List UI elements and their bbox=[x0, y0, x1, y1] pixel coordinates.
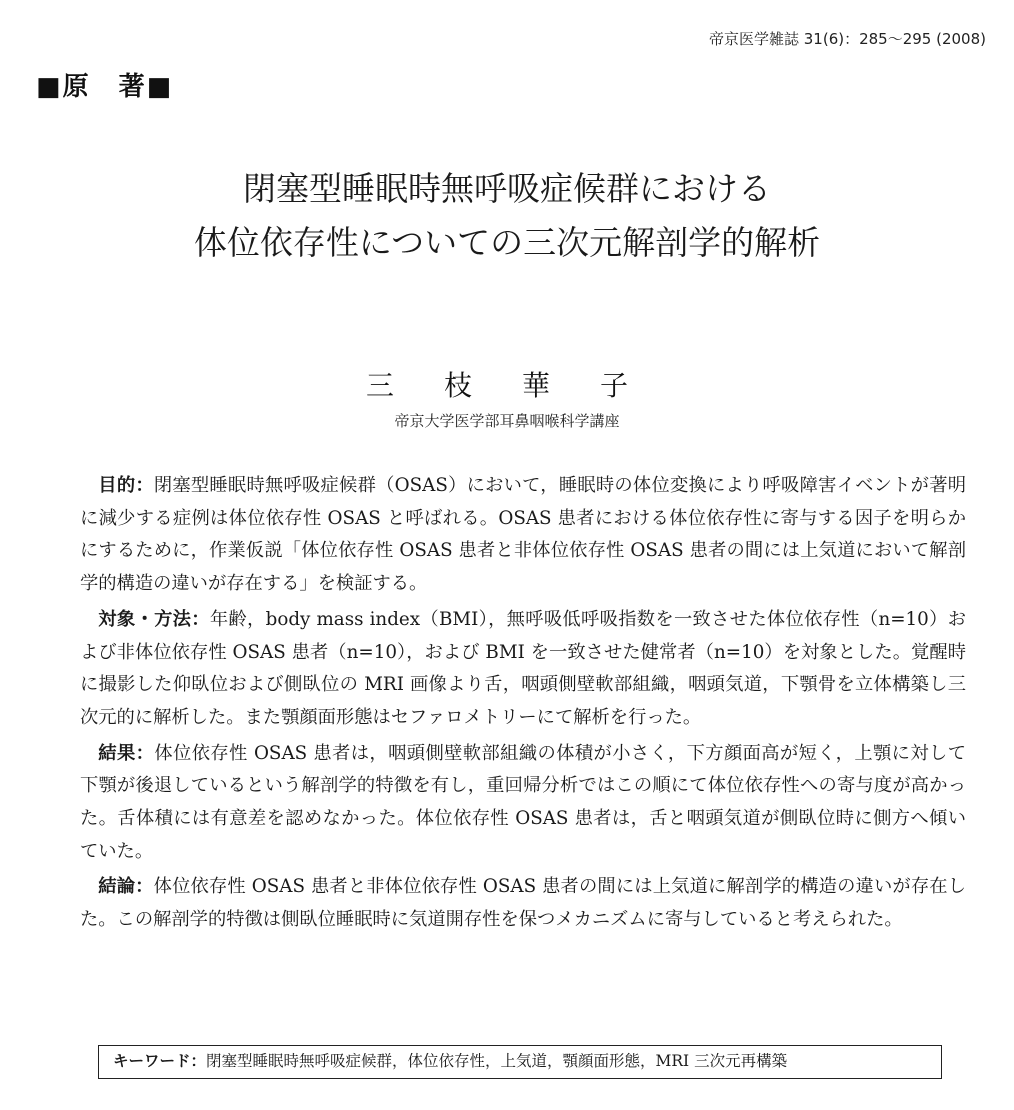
methods-text: 年齢，body mass index（BMI），無呼吸低呼吸指数を一致させた体位依存性（n=10）および非体位依存性 OSAS 患者（n=10），および BMI を一致させた健常者（n=10）を対象とした。覚醒時に撮影した仰臥位および側臥位の MRI 画像より舌，咽頭側壁軟部組織，咽頭気道，下顎骨を立体構築し三次元的に解析した。また顎顔面形態はセファロメトリーにて解析を行った。 bbox=[80, 608, 966, 728]
journal-citation: 帝京医学雑誌 31(6)：285〜295 (2008) bbox=[708, 30, 986, 48]
author-affiliation: 帝京大学医学部耳鼻咽喉科学講座 bbox=[394, 412, 620, 430]
title-line-1: 閉塞型睡眠時無呼吸症候群における bbox=[243, 169, 771, 208]
abstract-conclusion bbox=[80, 871, 966, 936]
results-label: 結果： bbox=[98, 742, 155, 764]
article-type-label: ■原 著■ bbox=[36, 72, 174, 102]
author-name: 三枝華子 bbox=[365, 369, 678, 402]
methods-label: 対象・方法： bbox=[98, 608, 210, 630]
keywords-label: キーワード： bbox=[113, 1052, 207, 1070]
abstract-results bbox=[80, 738, 966, 869]
abstract-methods bbox=[80, 604, 966, 735]
title-line-2: 体位依存性についての三次元解剖学的解析 bbox=[193, 223, 821, 262]
results-text: 体位依存性 OSAS 患者は，咽頭側壁軟部組織の体積が小さく，下方顔面高が短く，上顎に対して下顎が後退しているという解剖学的特徴を有し，重回帰分析ではこの順にて体位依存性への寄与度が高かった。舌体積には有意差を認めなかった。体位依存性 OSAS 患者は，舌と咽頭気道が側臥位時に側方へ傾いていた。 bbox=[80, 742, 966, 862]
purpose-label: 目的： bbox=[98, 475, 154, 496]
purpose-text: 閉塞型睡眠時無呼吸症候群（OSAS）において，睡眠時の体位変換により呼吸障害イベントが著明に減少する症例は体位依存性 OSAS と呼ばれる。OSAS 患者における体位依存性に寄与する因子を明らかにするために，作業仮説「体位依存性 OSAS 患者と非体位依存性 OSAS 患者の間には上気道において解剖学的構造の違いが存在する」を検証する。 bbox=[80, 475, 967, 595]
keywords-box bbox=[98, 1045, 942, 1079]
paper-title bbox=[0, 162, 1014, 270]
conclusion-label: 結論： bbox=[98, 876, 154, 898]
conclusion-text: 体位依存性 OSAS 患者と非体位依存性 OSAS 患者の間には上気道に解剖学的構造の違いが存在した。この解剖学的特徴は側臥位睡眠時に気道開存性を保つメカニズムに寄与していると考えられた。 bbox=[80, 876, 967, 931]
keywords-text: 閉塞型睡眠時無呼吸症候群，体位依存性，上気道，顎顔面形態，MRI 三次元再構築 bbox=[206, 1052, 788, 1070]
abstract bbox=[80, 470, 966, 940]
abstract-purpose bbox=[80, 470, 966, 601]
